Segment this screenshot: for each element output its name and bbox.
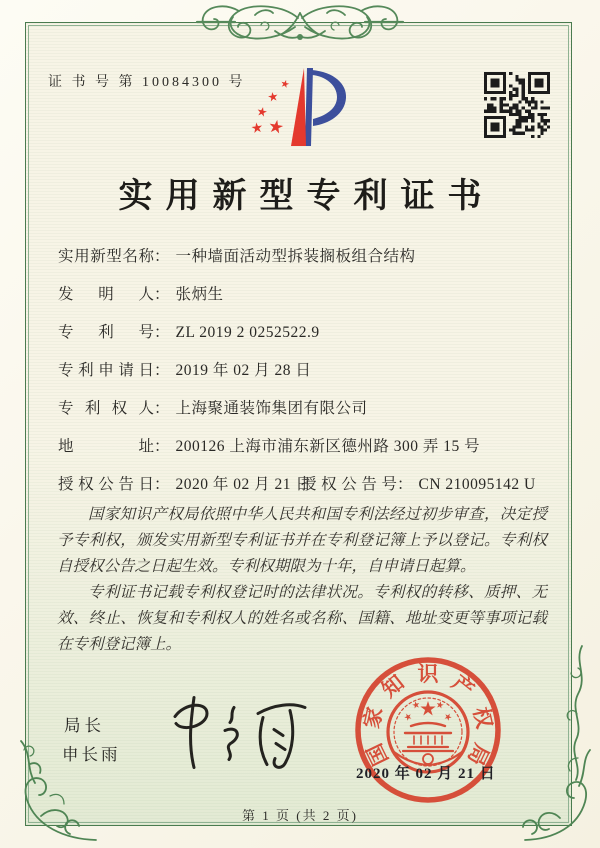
field-row-filing-date — [58, 358, 558, 379]
qr-code — [484, 72, 550, 138]
field-label: 地址 — [58, 438, 154, 455]
field-row-inventor — [58, 282, 558, 303]
certificate-title: 实用新型专利证书 — [118, 178, 495, 215]
svg-text:产: 产 — [447, 670, 479, 703]
legal-paragraph-2: 专利证书记载专利权登记时的法律状况。专利权的转移、质押、无效、终止、恢复和专利权人的姓名或名称、国籍、地址变更等事项记载在专利登记簿上。 — [57, 584, 547, 653]
field-colon: ： — [154, 248, 170, 265]
field-row-address — [58, 434, 558, 455]
seal-date: 2020 年 02 月 21 日 — [356, 766, 496, 782]
field-label: 授权公告号 — [301, 476, 397, 493]
field-label: 专利权人 — [58, 400, 154, 417]
field-label: 专利号 — [58, 324, 154, 341]
field-value: 2019 年 02 月 28 日 — [175, 362, 312, 379]
svg-text:识: 识 — [417, 662, 439, 686]
cnipa-seal-icon — [352, 654, 504, 806]
certificate-fields — [58, 244, 558, 510]
signer-title: 局长 — [64, 716, 105, 735]
legal-text — [57, 502, 547, 658]
svg-text:知: 知 — [377, 670, 409, 703]
svg-text:国: 国 — [362, 739, 394, 770]
page-number: 第 1 页 (共 2 页) — [242, 808, 358, 823]
field-colon: ： — [397, 476, 413, 493]
field-row-name — [58, 244, 558, 265]
field-label: 发明人 — [58, 286, 154, 303]
field-colon: ： — [154, 286, 170, 303]
field-value: 张炳生 — [175, 286, 224, 303]
field-value: 2020 年 02 月 21 日 — [175, 476, 312, 493]
field-colon: ： — [154, 324, 170, 341]
field-grant-publication-number — [301, 472, 536, 494]
field-row-patent-number — [58, 320, 558, 341]
director-signature-icon — [162, 690, 312, 778]
field-colon: ： — [154, 438, 170, 455]
field-colon: ： — [154, 400, 170, 417]
svg-text:权: 权 — [468, 704, 497, 731]
field-label: 专利申请日 — [58, 362, 154, 379]
field-label: 实用新型名称 — [58, 248, 154, 265]
signer-name: 申长雨 — [62, 745, 121, 764]
cnipa-logo-icon — [249, 64, 349, 150]
field-row-grant-date — [58, 472, 558, 493]
field-value: 一种墙面活动型拆装搁板组合结构 — [175, 248, 416, 265]
field-colon: ： — [154, 362, 170, 379]
svg-text:家: 家 — [359, 704, 388, 731]
field-value: CN 210095142 U — [418, 476, 536, 493]
field-value: 上海聚通装饰集团有限公司 — [175, 400, 368, 417]
field-value: 200126 上海市浦东新区德州路 300 弄 15 号 — [175, 438, 481, 455]
field-value: ZL 2019 2 0252522.9 — [175, 324, 320, 341]
qr-code-pattern — [484, 72, 550, 138]
field-colon: ： — [154, 476, 170, 493]
svg-text:局: 局 — [462, 739, 494, 770]
field-row-patentee — [58, 396, 558, 417]
legal-paragraph-1: 国家知识产权局依照中华人民共和国专利法经过初步审查，决定授予专利权，颁发实用新型专利证书并在专利登记簿上予以登记。专利权自授权公告之日起生效。专利权期限为十年，自申请日起算。 — [57, 506, 547, 575]
certificate-number: 证 书 号 第 10084300 号 — [48, 75, 246, 90]
field-label: 授权公告日 — [58, 476, 154, 493]
